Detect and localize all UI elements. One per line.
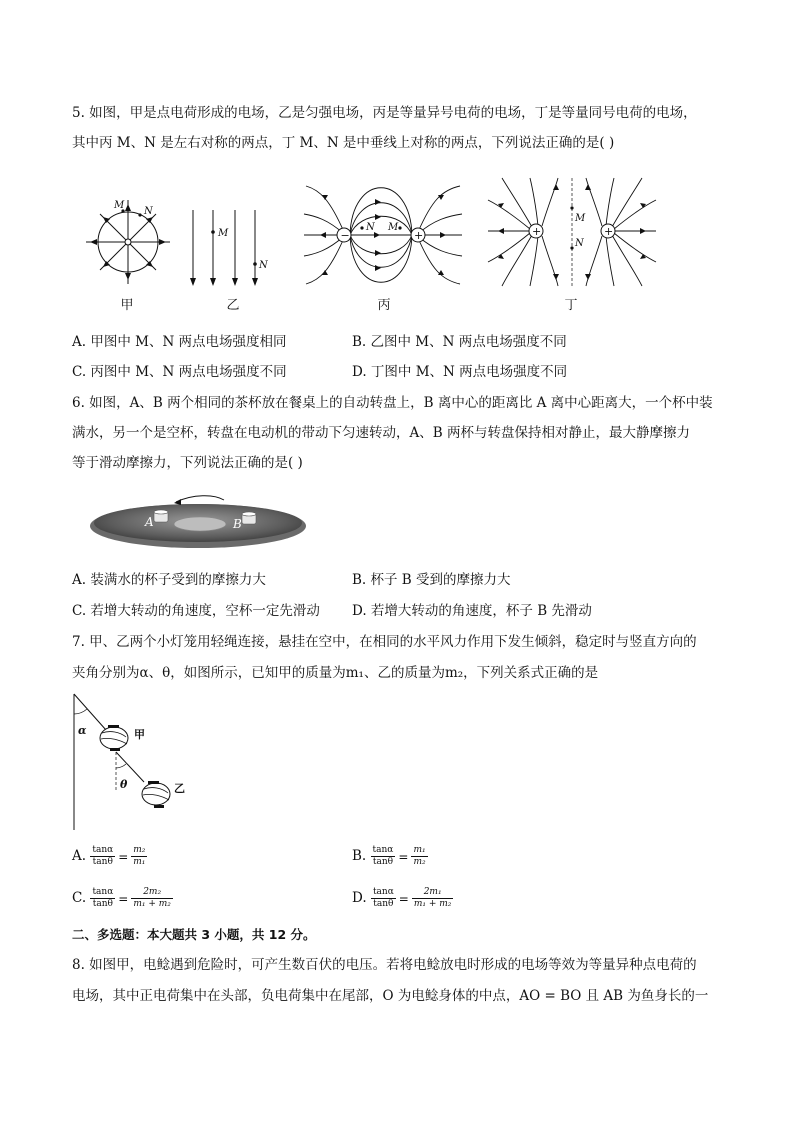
q6-line3: 等于滑动摩擦力，下列说法正确的是( ) <box>72 455 303 471</box>
q8-line1: 8. 如图甲，电鲶遇到危险时，可产生数百伏的电压。若将电鲶放电时形成的电场等效为等量异种点电荷的 <box>72 957 697 973</box>
q7-option-a: A. $\frac{\tan\alpha}{\tan\theta}$ = $\frac{\text{m₂}}{\text{m₁}}$ <box>72 845 146 867</box>
q5-option-a: A. 甲图中 M、N 两点电场强度相同 <box>72 334 287 350</box>
bing-label-n: N <box>366 222 375 233</box>
ding-label-m: M <box>575 213 586 224</box>
q5-line1: 5. 如图，甲是点电荷形成的电场，乙是匀强电场，丙是等量异号电荷的电场，丁是等量同号电荷的电场， <box>72 105 697 121</box>
q6-option-c: C. 若增大转动的角速度，空杯一定先滑动 <box>72 603 320 619</box>
figure-jia-point-charge <box>82 192 182 288</box>
q5-option-d: D. 丁图中 M、N 两点电场强度不同 <box>352 364 568 380</box>
q8-line2: 电场，其中正电荷集中在头部，负电荷集中在尾部，O 为电鲶身体的中点，AO = BO 且 AB 为鱼身长的一 <box>72 988 709 1004</box>
ding-plus-left: + <box>532 225 542 238</box>
figure-yi-uniform-field <box>183 206 283 290</box>
q7-line1: 7. 甲、乙两个小灯笼用轻绳连接，悬挂在空中，在相同的水平风力作用下发生倾斜，稳定时与竖直方向的 <box>72 634 697 650</box>
rotation-arrow <box>176 496 224 502</box>
caption-yi: 乙 <box>226 298 240 313</box>
bing-plus-sign: + <box>414 229 424 242</box>
figure-ding-like-charges <box>486 176 658 288</box>
q6-option-b: B. 杯子 B 受到的摩擦力大 <box>352 572 511 588</box>
q6-line2: 满水，另一个是空杯，转盘在电动机的带动下匀速转动，A、B 两杯与转盘保持相对静止，最大静摩擦力 <box>72 425 690 441</box>
caption-jia: 甲 <box>120 298 134 313</box>
q5-line2: 其中丙 M、N 是左右对称的两点，丁 M、N 是中垂线上对称的两点，下列说法正确的是( ) <box>72 135 615 151</box>
q5-option-b: B. 乙图中 M、N 两点电场强度不同 <box>352 334 567 350</box>
jia-label-m: M <box>114 200 125 211</box>
yi-label-n: N <box>259 260 268 271</box>
q6-option-d: D. 若增大转动的角速度，杯子 B 先滑动 <box>352 603 592 619</box>
q7-option-d: D. $\frac{\tan\alpha}{\tan\theta}$ = $\frac{\text{2m₁}}{\text{m₁ + m₂}}$ <box>352 887 452 909</box>
angle-theta: θ <box>120 778 128 791</box>
q5-option-c: C. 丙图中 M、N 两点电场强度不同 <box>72 364 287 380</box>
ding-label-n: N <box>575 238 584 249</box>
lantern-jia-label: 甲 <box>134 728 145 741</box>
q7-option-c: C. $\frac{\tan\alpha}{\tan\theta}$ = $\frac{\text{2m₂}}{\text{m₁ + m₂}}$ <box>72 887 171 909</box>
lantern-yi <box>142 781 170 808</box>
q7-option-b: B. $\frac{\tan\alpha}{\tan\theta}$ = $\frac{\text{m₁}}{\text{m₂}}$ <box>352 845 426 867</box>
angle-alpha: α <box>78 724 87 737</box>
q6-option-a: A. 装满水的杯子受到的摩擦力大 <box>72 572 266 588</box>
cup-a-label: A <box>145 515 154 529</box>
jia-label-n: N <box>144 206 153 217</box>
figure-bing-opposite-charges <box>300 180 468 290</box>
caption-ding: 丁 <box>564 298 578 313</box>
figure-turntable <box>88 490 308 556</box>
q7-line2: 夹角分别为α、θ，如图所示，已知甲的质量为m₁、乙的质量为m₂，下列关系式正确的是 <box>72 665 599 681</box>
bing-minus-sign: − <box>340 229 350 242</box>
cup-b-label: B <box>233 517 242 531</box>
figure-lanterns <box>70 692 195 832</box>
caption-bing: 丙 <box>377 298 391 313</box>
lantern-yi-label: 乙 <box>174 782 185 795</box>
section-heading-multi-choice: 二、多选题：本大题共 3 小题，共 12 分。 <box>72 927 316 942</box>
bing-label-m: M <box>388 222 399 233</box>
lantern-jia <box>100 725 128 751</box>
yi-label-m: M <box>218 228 229 239</box>
ding-plus-right: + <box>604 225 614 238</box>
q6-line1: 6. 如图，A、B 两个相同的茶杯放在餐桌上的自动转盘上，B 离中心的距离比 A 离中心距离大，一个杯中装 <box>72 395 713 411</box>
